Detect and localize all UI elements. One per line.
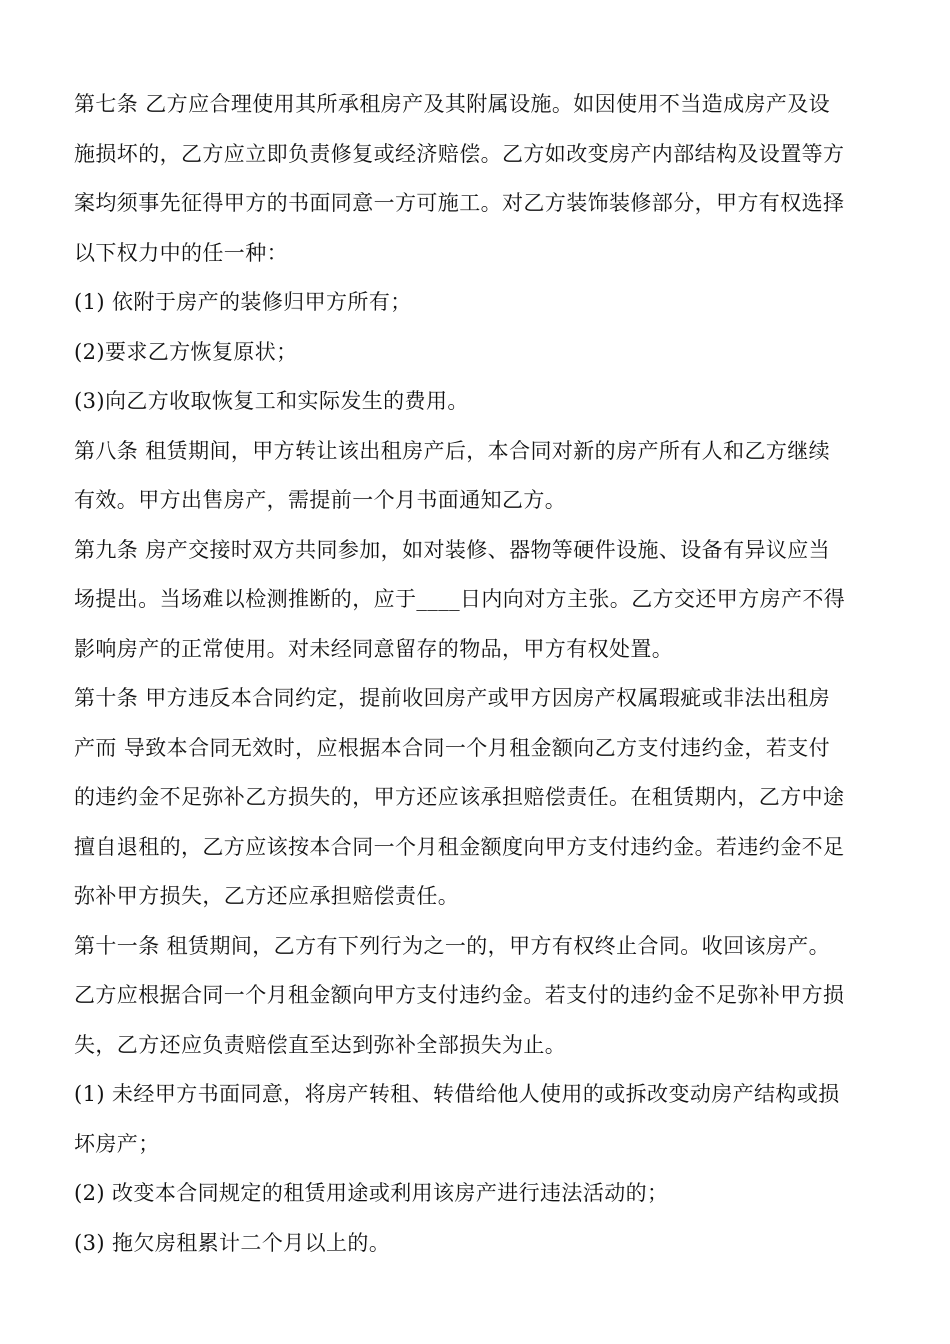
text-line: (3) 拖欠房租累计二个月以上的。 (74, 1230, 391, 1255)
text-line: 擅自退租的，乙方应该按本合同一个月租金额度向甲方支付违约金。若违约金不足 (74, 834, 845, 859)
text-line: 产而 导致本合同无效时，应根据本合同一个月租金额向乙方支付违约金，若支付 (74, 735, 831, 760)
text-line: (2) 改变本合同规定的租赁用途或利用该房产进行违法活动的； (74, 1181, 669, 1205)
text-line: 案均须事先征得甲方的书面同意一方可施工。对乙方装饰装修部分，甲方有权选择 (74, 191, 845, 215)
text-line: 有效。甲方出售房产，需提前一个月书面通知乙方。 (74, 488, 567, 512)
text-line: 第十一条 租赁期间，乙方有下列行为之一的，甲方有权终止合同。收回该房产。 (74, 933, 831, 958)
text-line: 的违约金不足弥补乙方损失的，甲方还应该承担赔偿责任。在租赁期内，乙方中途 (74, 785, 845, 809)
text-line: 弥补甲方损失，乙方还应承担赔偿责任。 (74, 884, 460, 908)
text-line: (1) 未经甲方书面同意，将房产转租、转借给他人使用的或拆改变动房产结构或损 (74, 1082, 840, 1106)
text-line: (1) 依附于房产的装修归甲方所有； (74, 290, 412, 314)
text-line: 坏房产； (74, 1131, 160, 1156)
text-line: 施损坏的，乙方应立即负责修复或经济赔偿。乙方如改变房产内部结构及设置等方 (74, 141, 845, 166)
text-line: (3)向乙方收取恢复工和实际发生的费用。 (74, 389, 469, 413)
text-line: 第九条 房产交接时双方共同参加，如对装修、器物等硬件设施、设备有异议应当 (74, 537, 831, 562)
text-line: 乙方应根据合同一个月租金额向甲方支付违约金。若支付的违约金不足弥补甲方损 (74, 983, 845, 1007)
text-line: 失，乙方还应负责赔偿直至达到弥补全部损失为止。 (74, 1032, 567, 1057)
text-line: 影响房产的正常使用。对未经同意留存的物品，甲方有权处置。 (74, 636, 674, 661)
document-body (74, 80, 879, 1268)
text-line: 场提出。当场难以检测推断的，应于____日内向对方主张。乙方交还甲方房产不得 (74, 587, 846, 611)
text-line: 第八条 租赁期间，甲方转让该出租房产后，本合同对新的房产所有人和乙方继续 (74, 438, 831, 463)
text-line: 第七条 乙方应合理使用其所承租房产及其附属设施。如因使用不当造成房产及设 (74, 92, 831, 116)
text-line: (2)要求乙方恢复原状； (74, 339, 298, 364)
text-line: 第十条 甲方违反本合同约定，提前收回房产或甲方因房产权属瑕疵或非法出租房 (74, 686, 831, 710)
text-line: 以下权力中的任一种： (74, 240, 288, 265)
